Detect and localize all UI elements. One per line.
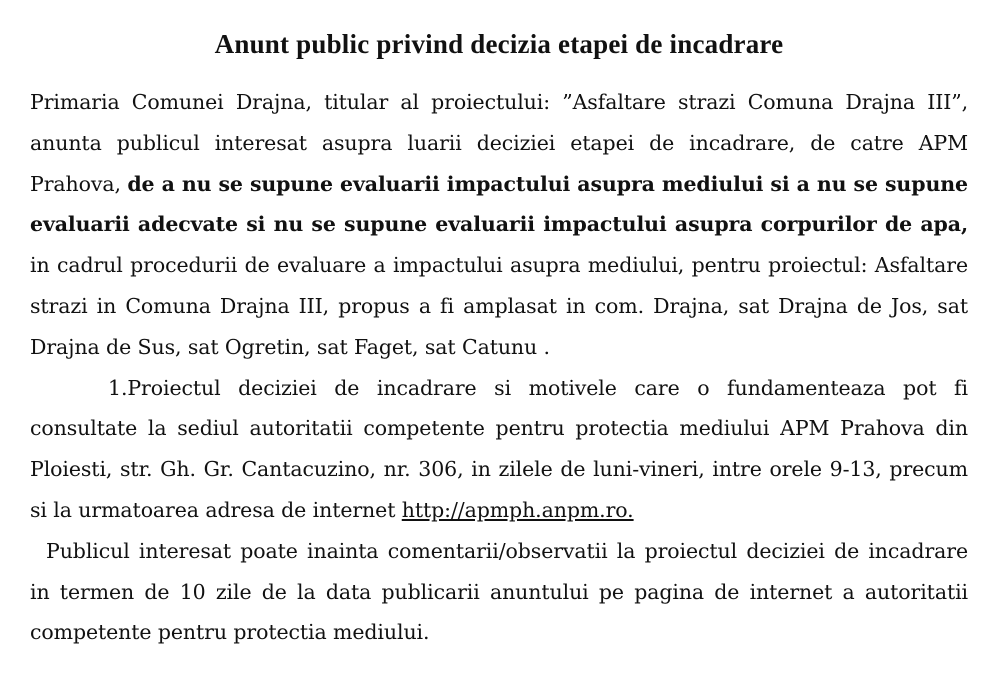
consultation-text: 1.Proiectul deciziei de incadrare si motivele care o fundamenteaza pot fi consultate la sediul autoritatii competente pentru protectia mediului APM Prahova din Ploiesti, str. Gh. Gr. Cantacuzino, nr. 306, in zilele de luni-vineri, intre orele 9-13, precum si la urmatoarea adresa de internet [30,375,968,522]
paragraph-comments [30,531,968,653]
comments-text: Publicul interesat poate inainta comentarii/observatii la proiectul deciziei de incadrare in termen de 10 zile de la data publicarii anuntului pe pagina de internet a autoritatii competente pentru protectia mediului. [30,538,968,645]
intro-text: Primaria Comunei Drajna, titular al proiectului: ”Asfaltare strazi Comuna Drajna III”, anunta publicul interesat asupra luarii deciziei etapei de incadrare, de catre APM Prahova, [30,90,968,196]
apm-website-link[interactable]: http://apmph.anpm.ro. [401,497,634,522]
paragraph-consultation [30,368,968,531]
page-title: Anunt public privind decizia etapei de incadrare [214,29,784,59]
announcement-page [30,0,968,653]
decision-bold-text: de a nu se supune evaluarii impactului asupra mediului si a nu se supune evaluarii adecvate si nu se supune evaluarii impactului asupra corpurilor de apa, [30,171,968,237]
paragraph-intro [30,82,968,368]
intro-rest-text: in cadrul procedurii de evaluare a impactului asupra mediului, pentru proiectul: Asfaltare strazi in Comuna Drajna III, propus a fi amplasat in com. Drajna, sat Drajna de Jos, sat Drajna de Sus, sat Ogretin, sat Faget, sat Catunu . [30,253,968,359]
